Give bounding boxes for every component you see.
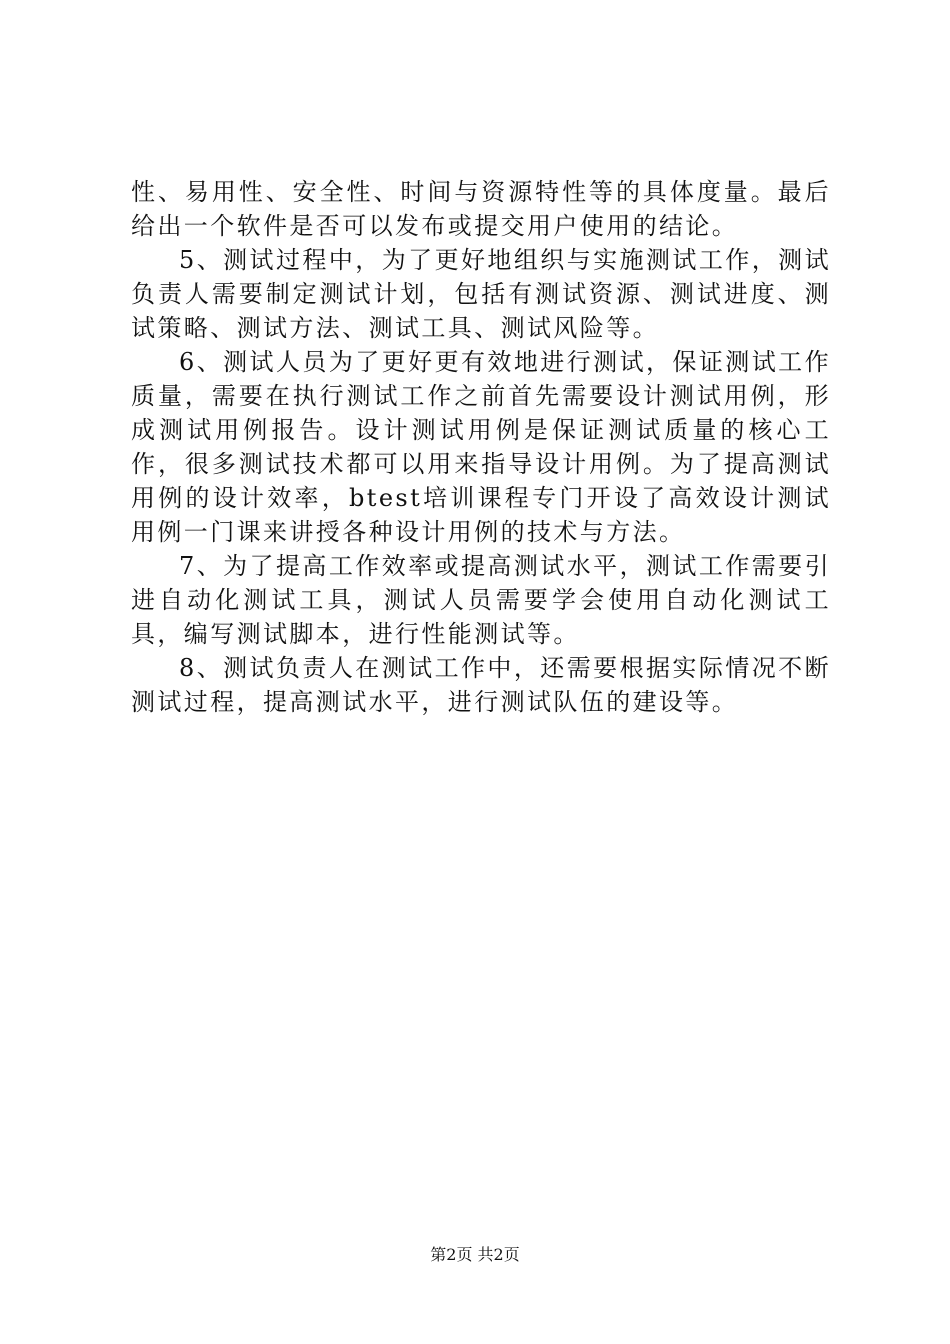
document-body xyxy=(131,175,831,719)
page-number-footer: 第2页 共2页 xyxy=(430,1245,520,1264)
paragraph-continuation: 性、易用性、安全性、时间与资源特性等的具体度量。最后给出一个软件是否可以发布或提交用户使用的结论。 xyxy=(131,178,831,240)
paragraph-item-6: 6、测试人员为了更好更有效地进行测试，保证测试工作质量，需要在执行测试工作之前首先需要设计测试用例，形成测试用例报告。设计测试用例是保证测试质量的核心工作，很多测试技术都可以用来指导设计用例。为了提高测试用例的设计效率，btest培训课程专门开设了高效设计测试用例一门课来讲授各种设计用例的技术与方法。 xyxy=(131,348,831,546)
paragraph-item-7: 7、为了提高工作效率或提高测试水平，测试工作需要引进自动化测试工具，测试人员需要学会使用自动化测试工具，编写测试脚本，进行性能测试等。 xyxy=(131,552,831,648)
paragraph-item-5: 5、测试过程中，为了更好地组织与实施测试工作，测试负责人需要制定测试计划，包括有测试资源、测试进度、测试策略、测试方法、测试工具、测试风险等。 xyxy=(131,246,831,342)
paragraph-item-8: 8、测试负责人在测试工作中，还需要根据实际情况不断测试过程，提高测试水平，进行测试队伍的建设等。 xyxy=(131,654,831,716)
